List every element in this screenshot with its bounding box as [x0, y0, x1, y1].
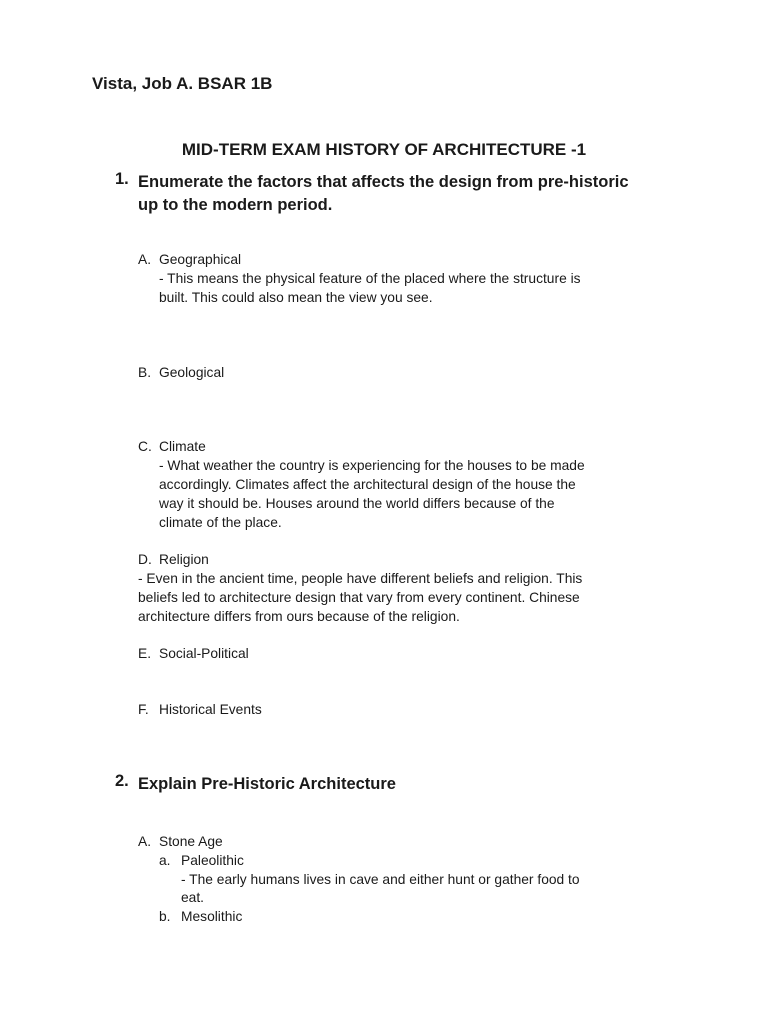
subitem-description-line: eat.: [181, 890, 205, 905]
subitem-description-line: - The early humans lives in cave and either hunt or gather food to: [181, 872, 580, 887]
subitem-label: Paleolithic: [181, 853, 244, 868]
item-label: Historical Events: [159, 702, 262, 717]
question-text-line-1: Enumerate the factors that affects the design from pre-historic: [138, 173, 629, 191]
item-letter: A.: [138, 834, 152, 849]
subitem-letter: a.: [159, 853, 171, 868]
item-label: Religion: [159, 552, 209, 567]
item-letter: E.: [138, 646, 152, 661]
question-text-line-2: up to the modern period.: [138, 196, 333, 214]
question-text-line-1: Explain Pre-Historic Architecture: [138, 775, 396, 793]
item-letter: B.: [138, 365, 152, 380]
item-description-line: climate of the place.: [159, 515, 282, 530]
item-label: Geographical: [159, 252, 242, 267]
question-number: 2.: [115, 772, 129, 790]
exam-title: MID-TERM EXAM HISTORY OF ARCHITECTURE -1: [181, 140, 587, 159]
item-description-line: architecture differs from ours because of the religion.: [138, 609, 460, 624]
subitem-label: Mesolithic: [181, 909, 243, 924]
item-label: Climate: [159, 439, 206, 454]
item-letter: C.: [138, 439, 152, 454]
item-letter: F.: [138, 702, 149, 717]
item-description-line: - What weather the country is experiencing for the houses to be made: [159, 458, 585, 473]
item-label: Stone Age: [159, 834, 223, 849]
author-name: Vista, Job A. BSAR 1B: [92, 74, 273, 93]
item-description-line: - Even in the ancient time, people have different beliefs and religion. This: [138, 571, 583, 586]
item-description-line: accordingly. Climates affect the architectural design of the house the: [159, 477, 576, 492]
subitem-letter: b.: [159, 909, 171, 924]
item-description-line: beliefs led to architecture design that vary from every continent. Chinese: [138, 590, 580, 605]
item-label: Social-Political: [159, 646, 249, 661]
item-label: Geological: [159, 365, 225, 380]
item-description-line: built. This could also mean the view you see.: [159, 290, 433, 305]
item-description-line: - This means the physical feature of the placed where the structure is: [159, 271, 581, 286]
item-description-line: way it should be. Houses around the world differs because of the: [159, 496, 555, 511]
item-letter: D.: [138, 552, 152, 567]
question-number: 1.: [115, 170, 129, 188]
item-letter: A.: [138, 252, 152, 267]
